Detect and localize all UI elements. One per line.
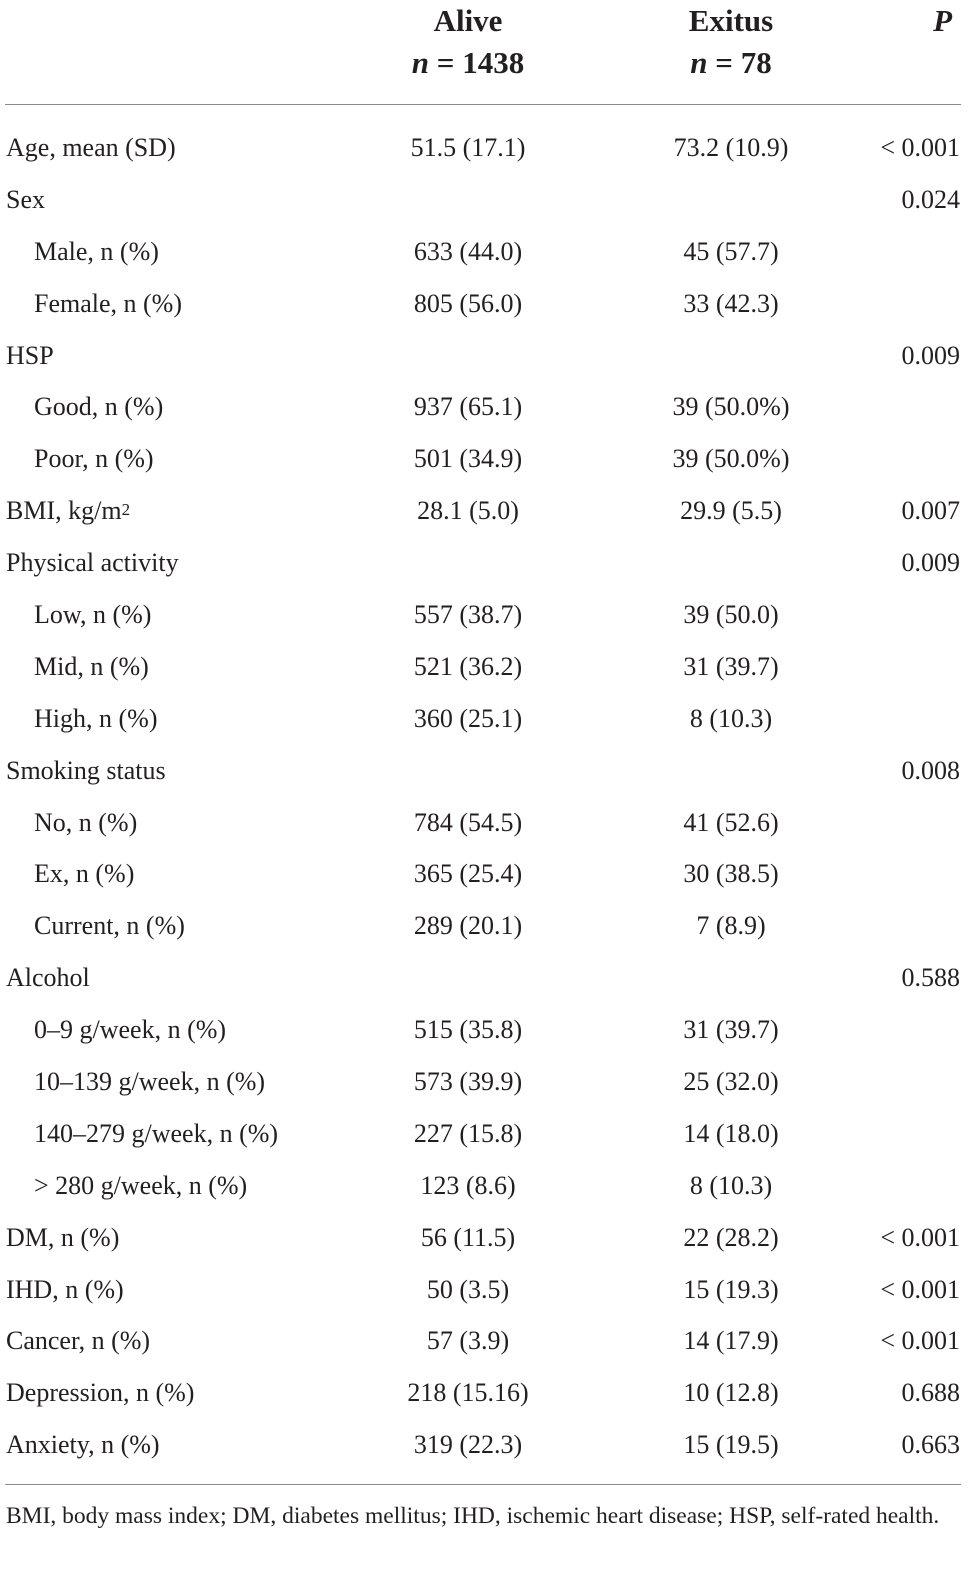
row-label-text: Current, n (%) [34,911,185,941]
row-label-text: 0–9 g/week, n (%) [34,1015,227,1045]
table-row [0,174,968,226]
exitus-value: 15 (19.5) [683,1430,779,1460]
alive-value: 56 (11.5) [420,1222,516,1252]
alive-value: 319 (22.3) [413,1430,523,1460]
column-header-alive [368,0,568,84]
p-value: 0.009 [901,340,960,370]
alive-value: 573 (39.9) [413,1067,523,1097]
table-row [0,226,968,278]
alive-value: 521 (36.2) [413,651,523,681]
table-row [0,1315,968,1367]
row-label [34,900,185,952]
table-row [0,1264,968,1316]
table-row [0,952,968,1004]
table-row [0,745,968,797]
column-header-p: P [933,3,952,38]
row-label [6,485,130,537]
row-label [6,174,45,226]
n-value: = 1438 [429,45,525,80]
row-label [34,797,137,849]
column-count-exitus [631,42,831,84]
alive-value: 50 (3.5) [426,1274,510,1304]
row-label-text: Physical activity [6,548,179,578]
alive-value: 51.5 (17.1) [410,133,526,162]
row-label [6,1212,119,1264]
table-body [0,122,968,1471]
column-header-exitus [631,0,831,84]
row-label [6,1264,124,1316]
n-variable: n [690,45,708,80]
p-value: < 0.001 [880,1222,960,1252]
table-row [0,1056,968,1108]
p-value: 0.024 [901,184,960,214]
table-row [0,1419,968,1471]
table-row [0,900,968,952]
row-label [34,1004,226,1056]
table-row [0,1367,968,1419]
exitus-value: 39 (50.0%) [672,392,790,422]
exitus-value: 30 (38.5) [683,859,779,889]
p-value: 0.663 [901,1430,960,1460]
alive-value: 515 (35.8) [413,1015,523,1045]
row-label-text: Good, n (%) [34,392,164,422]
row-label [34,1160,247,1212]
row-label-text: Age, mean (SD) [6,133,176,162]
table-row [0,848,968,900]
exitus-value: 39 (50.0) [683,600,779,630]
exitus-value: 73.2 (10.9) [673,133,789,162]
row-label-text: Smoking status [6,755,166,785]
alive-value: 218 (15.16) [407,1378,529,1408]
alive-value: 289 (20.1) [413,911,523,941]
column-count-alive [368,42,568,84]
p-value: < 0.001 [880,1274,960,1304]
table-row [0,330,968,382]
p-value: 0.688 [901,1378,960,1408]
table-row [0,381,968,433]
alive-value: 365 (25.4) [413,859,523,889]
row-label-text: Alcohol [6,963,90,993]
alive-value: 784 (54.5) [413,807,523,837]
alive-value: 57 (3.9) [426,1326,510,1356]
row-label-text: Ex, n (%) [34,859,135,889]
table-row [0,1160,968,1212]
alive-value: 501 (34.9) [413,444,523,474]
row-label [34,589,151,641]
table-row [0,1108,968,1160]
row-label [34,641,149,693]
table-row [0,693,968,745]
row-label-text: > 280 g/week, n (%) [34,1170,248,1200]
superscript: 2 [121,500,131,520]
row-label [34,433,154,485]
n-value: = 78 [707,45,772,80]
row-label-text: Cancer, n (%) [6,1326,151,1356]
row-label-text: Anxiety, n (%) [6,1430,160,1460]
row-label-text: 10–139 g/week, n (%) [34,1067,266,1097]
row-label-text: Female, n (%) [34,288,183,318]
alive-value: 937 (65.1) [413,392,523,422]
row-label [34,848,134,900]
row-label [34,226,159,278]
alive-value: 123 (8.6) [420,1170,516,1200]
exitus-value: 8 (10.3) [689,703,773,733]
exitus-value: 39 (50.0%) [672,444,790,474]
table-row [0,485,968,537]
table-row [0,589,968,641]
header-divider [5,104,961,105]
row-label [6,952,90,1004]
table-row [0,1004,968,1056]
row-label-text: HSP [6,340,54,370]
exitus-value: 41 (52.6) [683,807,779,837]
row-label-text: IHD, n (%) [6,1274,124,1304]
row-label [6,1315,150,1367]
row-label [34,693,157,745]
p-value: < 0.001 [880,1326,960,1356]
row-label [6,122,176,174]
row-label-text: Poor, n (%) [34,444,154,474]
row-label-text: Sex [6,184,45,214]
row-label [6,1419,160,1471]
exitus-value: 33 (42.3) [683,288,779,318]
row-label [34,278,182,330]
column-title-exitus: Exitus [688,3,774,38]
alive-value: 227 (15.8) [413,1118,523,1148]
exitus-value: 8 (10.3) [689,1170,773,1200]
row-label-text: BMI, kg/m [6,496,122,526]
alive-value: 360 (25.1) [413,703,523,733]
row-label-text: No, n (%) [34,807,138,837]
exitus-value: 14 (18.0) [683,1118,779,1148]
alive-value: 805 (56.0) [413,288,523,318]
table-row [0,641,968,693]
table-row [0,1212,968,1264]
exitus-value: 7 (8.9) [696,911,766,941]
row-label-text: Depression, n (%) [6,1378,195,1408]
alive-value: 28.1 (5.0) [417,496,519,526]
exitus-value: 14 (17.9) [683,1326,779,1356]
row-label [6,537,179,589]
p-value: 0.009 [901,548,960,578]
row-label-text: 140–279 g/week, n (%) [34,1118,279,1148]
row-label-text: DM, n (%) [6,1222,120,1252]
p-value: < 0.001 [880,133,960,162]
p-value: 0.588 [901,963,960,993]
p-value: 0.007 [901,496,960,526]
table-row [0,122,968,174]
n-variable: n [411,45,430,80]
row-label [34,1056,265,1108]
row-label [34,381,163,433]
exitus-value: 29.9 (5.5) [680,496,782,526]
alive-value: 633 (44.0) [413,236,523,266]
row-label [6,330,54,382]
p-value: 0.008 [901,755,960,785]
table-row [0,278,968,330]
exitus-value: 10 (12.8) [683,1378,779,1408]
table-footnote: BMI, body mass index; DM, diabetes mellitus; IHD, ischemic heart disease; HSP, self-rated health. [6,1503,940,1529]
row-label [6,745,166,797]
table-row [0,537,968,589]
table-row [0,797,968,849]
row-label-text: Low, n (%) [34,600,152,630]
column-title-alive: Alive [433,3,503,38]
exitus-value: 25 (32.0) [683,1067,779,1097]
exitus-value: 45 (57.7) [683,236,779,266]
exitus-value: 31 (39.7) [683,1015,779,1045]
table-row [0,433,968,485]
row-label-text: Mid, n (%) [34,651,149,681]
exitus-value: 15 (19.3) [683,1274,779,1304]
exitus-value: 31 (39.7) [683,651,779,681]
row-label-text: High, n (%) [34,703,158,733]
footer-divider [5,1484,961,1485]
row-label [34,1108,278,1160]
exitus-value: 22 (28.2) [683,1222,779,1252]
row-label-text: Male, n (%) [34,236,159,266]
table-header [0,0,968,104]
row-label [6,1367,194,1419]
alive-value: 557 (38.7) [413,600,523,630]
